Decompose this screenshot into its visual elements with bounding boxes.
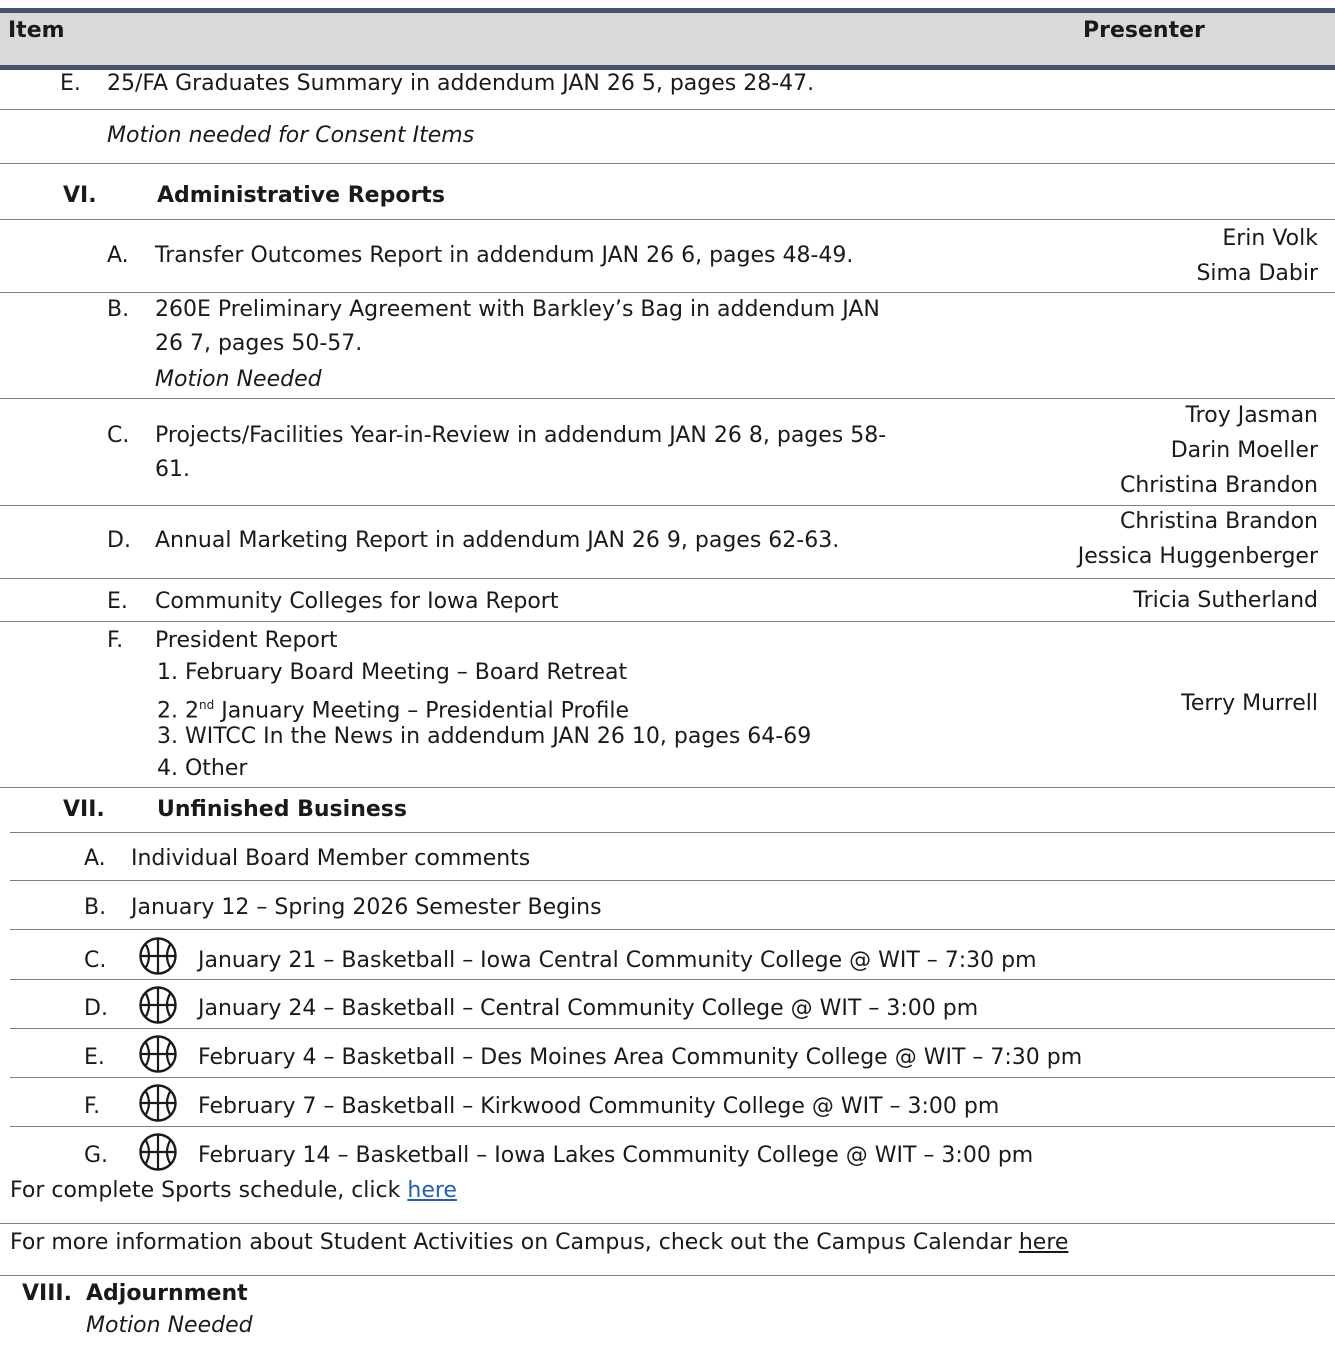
row-divider [0,219,1335,220]
vi-b-letter: B. [107,297,130,322]
vi-d-presenter-1: Christina Brandon [1119,509,1318,534]
vii-g-letter: G. [84,1143,109,1168]
vi-c-presenter-1: Troy Jasman [1185,403,1318,428]
vii-d-text: January 24 – Basketball – Central Community College @ WIT – 3:00 pm [198,996,979,1021]
vi-e-text: Community Colleges for Iowa Report [155,589,559,614]
section-viii-motion: Motion Needed [86,1313,253,1338]
vi-a-presenter-2: Sima Dabir [1196,261,1318,286]
row-divider [0,1275,1335,1276]
vii-a-text: Individual Board Member comments [131,846,531,871]
row-divider [0,621,1335,622]
vi-d-text: Annual Marketing Report in addendum JAN 26 9, pages 62-63. [155,528,840,553]
row-divider [10,979,1335,980]
vi-b-line-2: 26 7, pages 50-57. [155,331,363,356]
vi-f-subitem-4: 4. Other [157,756,248,781]
vii-c-letter: C. [84,948,107,973]
vi-b-motion: Motion Needed [155,367,322,392]
vi-f-subitem-2: 2. 2nd January Meeting – Presidential Profile [157,698,630,724]
row-divider [0,398,1335,399]
header-bottom-rule [0,65,1335,70]
vi-c-line-1: Projects/Facilities Year-in-Review in addendum JAN 26 8, pages 58- [155,423,887,448]
vi-f-subitem-1: 1. February Board Meeting – Board Retreat [157,660,628,685]
row-divider [0,109,1335,110]
consent-motion-text: Motion needed for Consent Items [107,123,475,148]
row-divider [0,787,1335,788]
table-header [0,13,1335,65]
basketball-icon [138,1034,178,1074]
vi-e-presenter-1: Tricia Sutherland [1133,588,1318,613]
vi-c-presenter-3: Christina Brandon [1119,473,1318,498]
campus-calendar-link[interactable]: here [1018,1230,1069,1255]
vii-f-text: February 7 – Basketball – Kirkwood Community College @ WIT – 3:00 pm [198,1094,1000,1119]
vi-a-text: Transfer Outcomes Report in addendum JAN 26 6, pages 48-49. [155,243,854,268]
vi-f-letter: F. [107,628,124,653]
vii-e-letter: E. [84,1045,105,1070]
vii-g-text: February 14 – Basketball – Iowa Lakes Community College @ WIT – 3:00 pm [198,1143,1034,1168]
vi-c-presenter-2: Darin Moeller [1170,438,1318,463]
campus-calendar-note: For more information about Student Activities on Campus, check out the Campus Calendar here [10,1230,1069,1255]
vii-b-letter: B. [84,895,107,920]
vi-e-letter: E. [107,589,128,614]
row-divider [10,832,1335,833]
section-viii-title: Adjournment [86,1281,248,1306]
consent-item-e-text: 25/FA Graduates Summary in addendum JAN 26 5, pages 28-47. [107,71,815,96]
vii-f-letter: F. [84,1094,101,1119]
row-divider [10,880,1335,881]
section-vi-title: Administrative Reports [157,183,445,208]
basketball-icon [138,936,178,976]
sports-schedule-note: For complete Sports schedule, click here [10,1178,457,1203]
column-header-presenter: Presenter [1083,18,1205,43]
basketball-icon [138,985,178,1025]
vii-a-letter: A. [84,846,106,871]
vi-a-letter: A. [107,243,129,268]
vi-f-text: President Report [155,628,338,653]
row-divider [10,1077,1335,1078]
vi-d-letter: D. [107,528,131,553]
vi-c-letter: C. [107,423,130,448]
vi-f-presenter-1: Terry Murrell [1181,691,1318,716]
vi-d-presenter-2: Jessica Huggenberger [1077,544,1318,569]
row-divider [10,1028,1335,1029]
basketball-icon [138,1083,178,1123]
row-divider [0,292,1335,293]
vii-d-letter: D. [84,996,108,1021]
section-vii-title: Unfinished Business [157,797,407,822]
section-viii-number: VIII. [22,1281,72,1306]
row-divider [0,1223,1335,1224]
row-divider [0,578,1335,579]
vii-c-text: January 21 – Basketball – Iowa Central Community College @ WIT – 7:30 pm [198,948,1037,973]
row-divider [0,163,1335,164]
vii-b-text: January 12 – Spring 2026 Semester Begins [131,895,602,920]
vi-c-line-2: 61. [155,457,190,482]
row-divider [10,929,1335,930]
row-divider [10,1126,1335,1127]
section-vi-number: VI. [63,183,97,208]
section-vii-number: VII. [63,797,105,822]
vi-f-subitem-3: 3. WITCC In the News in addendum JAN 26 10, pages 64-69 [157,724,812,749]
basketball-icon [138,1132,178,1172]
sports-schedule-link[interactable]: here [407,1178,457,1203]
vi-a-presenter-1: Erin Volk [1222,226,1318,251]
vi-b-line-1: 260E Preliminary Agreement with Barkley’s Bag in addendum JAN [155,297,880,322]
consent-item-e-letter: E. [60,71,81,96]
vii-e-text: February 4 – Basketball – Des Moines Area Community College @ WIT – 7:30 pm [198,1045,1083,1070]
column-header-item: Item [8,18,65,43]
